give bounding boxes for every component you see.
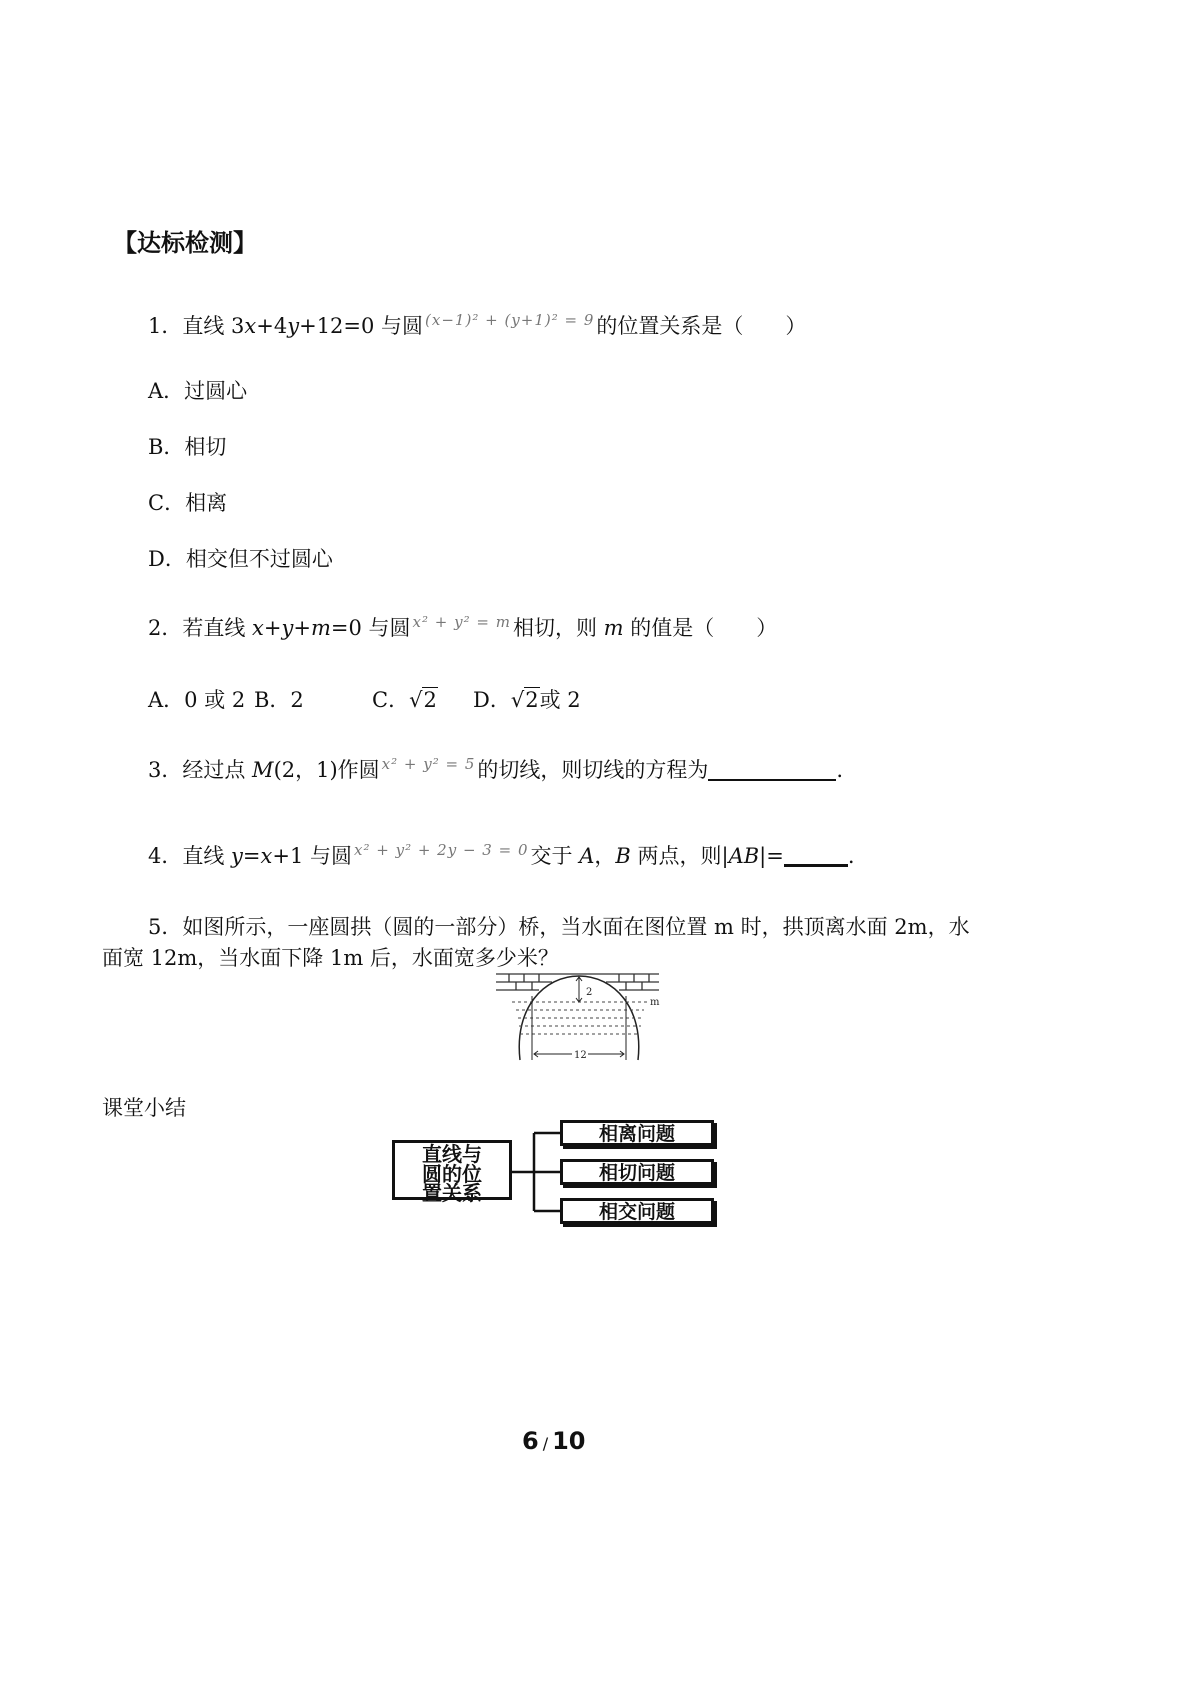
q2-plus-1: + <box>263 616 282 640</box>
summary-main-line-3: 置关系 <box>422 1181 482 1205</box>
q4-text-e: |= <box>759 844 784 868</box>
page-total: 10 <box>552 1427 586 1455</box>
q2-var-y: y <box>281 616 294 640</box>
q3-coords: (2，1)作圆 <box>273 758 380 782</box>
q1-text-a: 1．直线 3 <box>148 314 245 338</box>
summary-heading: 课堂小结 <box>102 1096 186 1120</box>
q3-answer-blank[interactable] <box>708 757 836 781</box>
summary-item-separate: 相离问题 <box>560 1120 714 1146</box>
question-2 <box>148 608 777 642</box>
question-4 <box>148 836 855 870</box>
q1-text-d: 的位置关系是（ ） <box>596 314 807 338</box>
page-current: 6 <box>522 1427 539 1455</box>
width-label: 12 <box>574 1050 587 1061</box>
summary-item-intersect: 相交问题 <box>560 1198 714 1224</box>
q2-text-a: 2．若直线 <box>148 616 253 640</box>
arch-bridge-diagram <box>494 968 674 1064</box>
q4-circle-formula: x² + y² + 2y − 3 = 0 <box>354 841 529 859</box>
q4-point-b: B <box>615 844 631 868</box>
q2-option-d-suffix: 或 2 <box>539 688 581 712</box>
question-1 <box>148 306 806 340</box>
q4-answer-blank[interactable] <box>784 842 848 867</box>
q3-end: . <box>836 758 844 782</box>
q3-text-b: 的切线，则切线的方程为 <box>477 758 709 782</box>
q5-line-1: 5．如图所示，一座圆拱（圆的一部分）桥，当水面在图位置 m 时，拱顶离水面 2m，水 <box>148 915 970 939</box>
page-separator: / <box>542 1434 549 1453</box>
q4-end: . <box>847 844 855 868</box>
q1-option-a: A．过圆心 <box>148 379 248 403</box>
q3-point-m: M <box>252 758 274 782</box>
q1-circle-formula: (x−1)² + (y+1)² = 9 <box>425 311 595 329</box>
q2-option-c-radicand: 2 <box>423 688 437 712</box>
q2-plus-2: + <box>293 616 311 640</box>
q1-option-d: D．相交但不过圆心 <box>148 547 333 571</box>
q1-var-x: x <box>244 314 257 338</box>
q4-text-b: +1 与圆 <box>272 844 353 868</box>
q2-var-m-2: m <box>603 616 624 640</box>
q4-point-a: A <box>579 844 595 868</box>
question-3 <box>148 750 843 784</box>
sqrt-symbol: √2 <box>510 688 539 712</box>
q5-line-2: 面宽 12m，当水面下降 1m 后，水面宽多少米？ <box>102 946 559 970</box>
q4-text-c: 交于 <box>530 844 580 868</box>
q2-option-b: B．2 <box>254 688 304 712</box>
q4-comma: ， <box>594 844 616 868</box>
water-label: m <box>650 997 660 1008</box>
q2-text-c: 相切，则 <box>512 616 604 640</box>
q2-option-d-prefix: D． <box>473 688 511 712</box>
q2-var-x: x <box>252 616 264 640</box>
height-label: 2 <box>586 987 593 998</box>
q1-text-c: +12=0 与圆 <box>299 314 424 338</box>
q1-option-c: C．相离 <box>148 491 228 515</box>
q2-option-d <box>473 686 581 714</box>
summary-main-line-1: 直线与 <box>422 1142 482 1166</box>
section-heading: 【达标检测】 <box>113 229 257 257</box>
summary-main-box <box>392 1140 512 1205</box>
q2-text-d: 的值是（ ） <box>623 616 778 640</box>
q1-var-y: y <box>287 314 300 338</box>
q4-segment-ab: AB <box>728 844 760 868</box>
q4-var-y: y <box>231 844 243 868</box>
q1-option-b: B．相切 <box>148 435 227 459</box>
summary-connectors <box>510 1125 562 1225</box>
q2-var-m: m <box>310 616 331 640</box>
q2-option-a: A．0 或 2 <box>148 688 246 712</box>
q3-text-a: 3．经过点 <box>148 758 253 782</box>
q4-var-x: x <box>260 844 273 868</box>
q2-option-c <box>372 686 438 714</box>
q2-option-d-radicand: 2 <box>525 688 539 712</box>
q2-option-c-prefix: C． <box>372 688 410 712</box>
summary-item-tangent: 相切问题 <box>560 1159 714 1185</box>
sqrt-symbol: √2 <box>409 688 437 712</box>
q4-text-d: 两点，则| <box>630 844 729 868</box>
q2-circle-formula: x² + y² = m <box>412 613 511 631</box>
q3-circle-formula: x² + y² = 5 <box>381 755 476 773</box>
summary-main-line-2: 圆的位 <box>422 1162 482 1186</box>
q2-text-b: =0 与圆 <box>330 616 411 640</box>
q4-eq: = <box>242 844 261 868</box>
q1-text-b: +4 <box>256 314 288 338</box>
q4-text-a: 4．直线 <box>148 844 232 868</box>
page-number <box>522 1427 586 1455</box>
